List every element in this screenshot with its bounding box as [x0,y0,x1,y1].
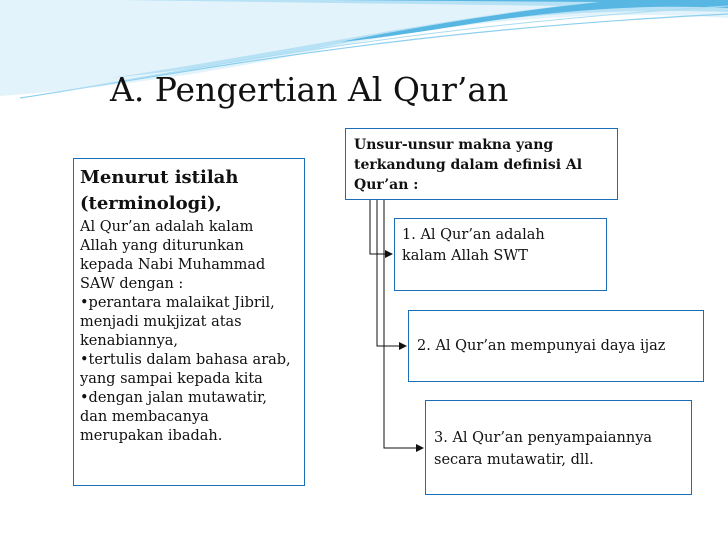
definition-line: Allah yang diturunkan [80,238,244,254]
definition-heading [80,165,298,217]
connector-to-point-1 [370,200,392,254]
definition-line: kenabiannya, [80,333,179,349]
point-box-3 [425,400,692,495]
definition-line: •dengan jalan mutawatir, [80,390,268,406]
point-1-line: 1. Al Qur’an adalah [402,227,545,243]
page-title: A. Pengertian Al Qur’an [110,70,509,109]
point-box-1 [394,218,607,291]
point-3-line: 3. Al Qur’an penyampaiannya [434,430,653,446]
definition-body [80,218,298,446]
elements-heading-box [345,128,618,200]
definition-line: •tertulis dalam bahasa arab, [80,352,291,368]
definition-line: merupakan ibadah. [80,428,223,444]
elements-heading-line: Unsur-unsur makna yang [354,137,554,153]
definition-box [73,158,305,486]
definition-line: •perantara malaikat Jibril, [80,295,275,311]
definition-line: kepada Nabi Muhammad [80,257,266,273]
definition-heading-line: Menurut istilah [80,167,239,188]
definition-heading-line: (terminologi), [80,193,222,214]
definition-line: SAW dengan : [80,276,184,292]
definition-line: menjadi mukjizat atas [80,314,242,330]
definition-line: yang sampai kepada kita [80,371,263,387]
point-1-line: kalam Allah SWT [402,248,528,264]
point-3-line: secara mutawatir, dll. [434,452,594,468]
point-2-line: 2. Al Qur’an mempunyai daya ijaz [417,338,666,354]
definition-line: Al Qur’an adalah kalam [80,219,254,235]
elements-heading [354,135,609,195]
elements-heading-line: terkandung dalam definisi Al [354,157,583,173]
definition-line: dan membacanya [80,409,209,425]
elements-heading-line: Qur’an : [354,177,419,193]
point-box-2 [408,310,704,382]
